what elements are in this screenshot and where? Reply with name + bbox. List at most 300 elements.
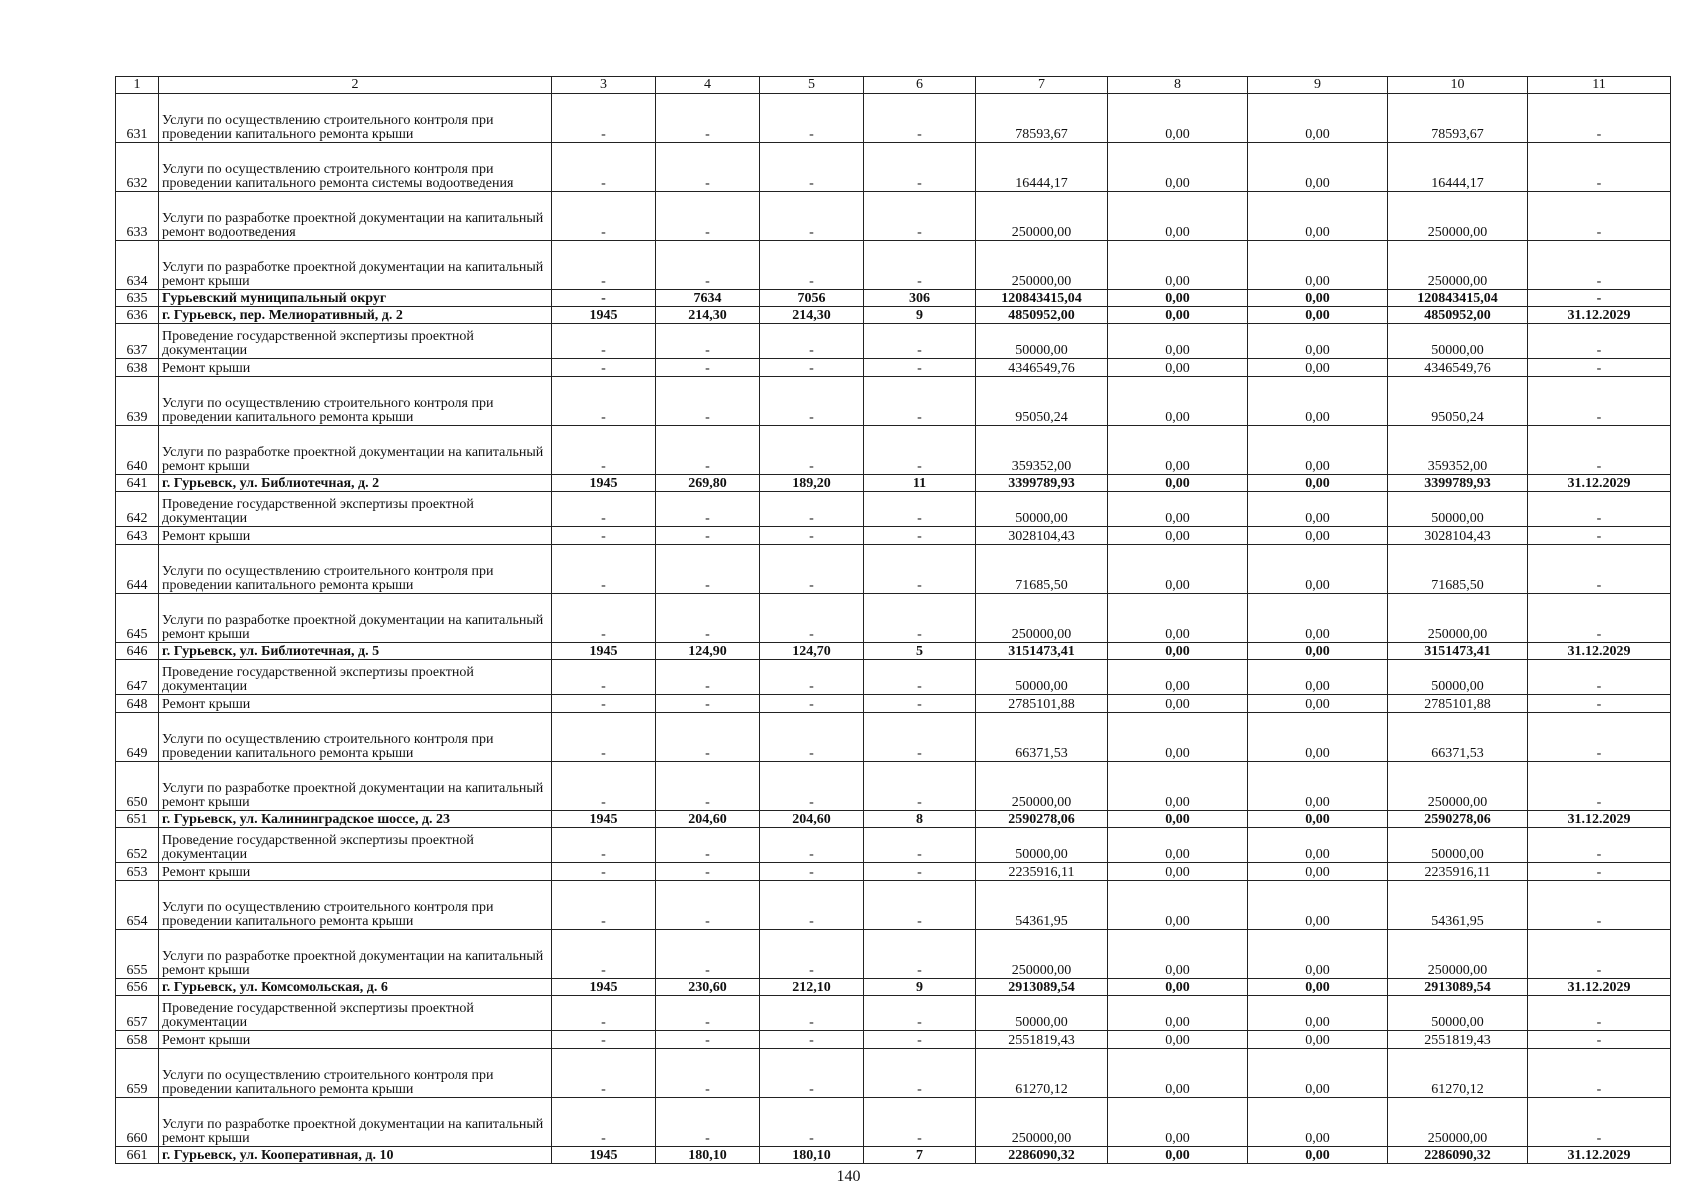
table-row	[116, 863, 1671, 881]
total-cost-cell: 50000,00	[976, 324, 1108, 359]
deadline-cell: -	[1528, 527, 1671, 545]
total-cost-cell: 61270,12	[976, 1049, 1108, 1098]
year-cell: -	[552, 492, 656, 527]
year-cell: 1945	[552, 643, 656, 660]
area-living-cell: 189,20	[760, 475, 864, 492]
fund-cost-cell: 0,00	[1108, 863, 1248, 881]
area-total-cell: -	[656, 324, 760, 359]
deadline-cell: -	[1528, 143, 1671, 192]
area-total-cell: -	[656, 930, 760, 979]
area-total-cell: -	[656, 1098, 760, 1147]
header-cell: 10	[1388, 77, 1528, 94]
table-row	[116, 1049, 1671, 1098]
deadline-cell: -	[1528, 241, 1671, 290]
owners-cost-cell: 2286090,32	[1388, 1147, 1528, 1164]
residents-cell: 9	[864, 307, 976, 324]
area-total-cell: 214,30	[656, 307, 760, 324]
fund-cost-cell: 0,00	[1108, 811, 1248, 828]
row-number: 656	[116, 979, 159, 996]
table-row	[116, 811, 1671, 828]
row-name: Услуги по осуществлению строительного контроля при проведении капитального ремонта системы водоотведения	[159, 143, 552, 192]
budget-cost-cell: 0,00	[1248, 594, 1388, 643]
year-cell: -	[552, 863, 656, 881]
budget-cost-cell: 0,00	[1248, 996, 1388, 1031]
budget-cost-cell: 0,00	[1248, 1031, 1388, 1049]
budget-cost-cell: 0,00	[1248, 192, 1388, 241]
residents-cell: -	[864, 996, 976, 1031]
budget-cost-cell: 0,00	[1248, 1098, 1388, 1147]
area-total-cell: 204,60	[656, 811, 760, 828]
table-row	[116, 1031, 1671, 1049]
owners-cost-cell: 2785101,88	[1388, 695, 1528, 713]
row-name: Услуги по осуществлению строительного контроля при проведении капитального ремонта крыши	[159, 1049, 552, 1098]
area-total-cell: -	[656, 192, 760, 241]
residents-cell: -	[864, 359, 976, 377]
area-total-cell: -	[656, 713, 760, 762]
area-total-cell: 7634	[656, 290, 760, 307]
deadline-cell: 31.12.2029	[1528, 643, 1671, 660]
table-row	[116, 594, 1671, 643]
deadline-cell: -	[1528, 881, 1671, 930]
area-living-cell: -	[760, 192, 864, 241]
row-name: Услуги по разработке проектной документации на капитальный ремонт крыши	[159, 594, 552, 643]
budget-cost-cell: 0,00	[1248, 660, 1388, 695]
residents-cell: -	[864, 1049, 976, 1098]
table-row	[116, 475, 1671, 492]
deadline-cell: 31.12.2029	[1528, 979, 1671, 996]
deadline-cell: 31.12.2029	[1528, 475, 1671, 492]
total-cost-cell: 3151473,41	[976, 643, 1108, 660]
header-cell: 7	[976, 77, 1108, 94]
budget-cost-cell: 0,00	[1248, 695, 1388, 713]
area-living-cell: -	[760, 762, 864, 811]
row-number: 631	[116, 94, 159, 143]
row-number: 638	[116, 359, 159, 377]
table-row	[116, 324, 1671, 359]
fund-cost-cell: 0,00	[1108, 1147, 1248, 1164]
residents-cell: -	[864, 241, 976, 290]
owners-cost-cell: 2551819,43	[1388, 1031, 1528, 1049]
total-cost-cell: 250000,00	[976, 762, 1108, 811]
area-living-cell: -	[760, 492, 864, 527]
row-number: 659	[116, 1049, 159, 1098]
fund-cost-cell: 0,00	[1108, 594, 1248, 643]
owners-cost-cell: 71685,50	[1388, 545, 1528, 594]
budget-cost-cell: 0,00	[1248, 307, 1388, 324]
fund-cost-cell: 0,00	[1108, 241, 1248, 290]
area-total-cell: -	[656, 426, 760, 475]
budget-cost-cell: 0,00	[1248, 492, 1388, 527]
year-cell: -	[552, 545, 656, 594]
area-total-cell: 124,90	[656, 643, 760, 660]
row-number: 646	[116, 643, 159, 660]
residents-cell: -	[864, 930, 976, 979]
row-name: г. Гурьевск, ул. Комсомольская, д. 6	[159, 979, 552, 996]
area-living-cell: -	[760, 930, 864, 979]
fund-cost-cell: 0,00	[1108, 94, 1248, 143]
row-name: Услуги по разработке проектной документации на капитальный ремонт крыши	[159, 1098, 552, 1147]
row-number: 648	[116, 695, 159, 713]
year-cell: -	[552, 930, 656, 979]
area-total-cell: 269,80	[656, 475, 760, 492]
area-living-cell: -	[760, 545, 864, 594]
page-number: 140	[836, 1168, 861, 1185]
row-name: Проведение государственной экспертизы проектной документации	[159, 492, 552, 527]
area-total-cell: -	[656, 1049, 760, 1098]
area-living-cell: -	[760, 426, 864, 475]
year-cell: -	[552, 359, 656, 377]
table-body	[116, 94, 1671, 1164]
row-number: 653	[116, 863, 159, 881]
deadline-cell: -	[1528, 1031, 1671, 1049]
budget-cost-cell: 0,00	[1248, 643, 1388, 660]
residents-cell: 7	[864, 1147, 976, 1164]
deadline-cell: -	[1528, 930, 1671, 979]
total-cost-cell: 66371,53	[976, 713, 1108, 762]
deadline-cell: -	[1528, 762, 1671, 811]
table-row	[116, 1098, 1671, 1147]
owners-cost-cell: 250000,00	[1388, 762, 1528, 811]
fund-cost-cell: 0,00	[1108, 643, 1248, 660]
owners-cost-cell: 95050,24	[1388, 377, 1528, 426]
owners-cost-cell: 78593,67	[1388, 94, 1528, 143]
row-name: Проведение государственной экспертизы проектной документации	[159, 324, 552, 359]
area-living-cell: -	[760, 1098, 864, 1147]
year-cell: -	[552, 290, 656, 307]
budget-cost-cell: 0,00	[1248, 143, 1388, 192]
budget-cost-cell: 0,00	[1248, 94, 1388, 143]
row-number: 651	[116, 811, 159, 828]
row-number: 644	[116, 545, 159, 594]
deadline-cell: -	[1528, 192, 1671, 241]
table-row	[116, 979, 1671, 996]
row-number: 643	[116, 527, 159, 545]
owners-cost-cell: 250000,00	[1388, 241, 1528, 290]
deadline-cell: -	[1528, 695, 1671, 713]
year-cell: 1945	[552, 979, 656, 996]
owners-cost-cell: 4346549,76	[1388, 359, 1528, 377]
budget-cost-cell: 0,00	[1248, 1147, 1388, 1164]
total-cost-cell: 50000,00	[976, 996, 1108, 1031]
row-number: 634	[116, 241, 159, 290]
total-cost-cell: 95050,24	[976, 377, 1108, 426]
area-total-cell: 230,60	[656, 979, 760, 996]
row-number: 640	[116, 426, 159, 475]
deadline-cell: -	[1528, 359, 1671, 377]
table-row	[116, 192, 1671, 241]
year-cell: -	[552, 660, 656, 695]
budget-cost-cell: 0,00	[1248, 545, 1388, 594]
row-name: Проведение государственной экспертизы проектной документации	[159, 660, 552, 695]
row-number: 636	[116, 307, 159, 324]
area-living-cell: -	[760, 863, 864, 881]
fund-cost-cell: 0,00	[1108, 426, 1248, 475]
residents-cell: -	[864, 863, 976, 881]
table-row	[116, 996, 1671, 1031]
deadline-cell: 31.12.2029	[1528, 307, 1671, 324]
fund-cost-cell: 0,00	[1108, 828, 1248, 863]
total-cost-cell: 78593,67	[976, 94, 1108, 143]
residents-cell: -	[864, 1031, 976, 1049]
budget-cost-cell: 0,00	[1248, 359, 1388, 377]
fund-cost-cell: 0,00	[1108, 290, 1248, 307]
area-total-cell: -	[656, 492, 760, 527]
owners-cost-cell: 120843415,04	[1388, 290, 1528, 307]
area-living-cell: -	[760, 143, 864, 192]
owners-cost-cell: 359352,00	[1388, 426, 1528, 475]
row-number: 652	[116, 828, 159, 863]
row-name: Услуги по разработке проектной документации на капитальный ремонт водоотведения	[159, 192, 552, 241]
year-cell: -	[552, 324, 656, 359]
total-cost-cell: 2551819,43	[976, 1031, 1108, 1049]
budget-cost-cell: 0,00	[1248, 1049, 1388, 1098]
fund-cost-cell: 0,00	[1108, 930, 1248, 979]
deadline-cell: -	[1528, 594, 1671, 643]
residents-cell: -	[864, 594, 976, 643]
table-row	[116, 290, 1671, 307]
budget-cost-cell: 0,00	[1248, 930, 1388, 979]
row-name: г. Гурьевск, ул. Кооперативная, д. 10	[159, 1147, 552, 1164]
header-cell: 6	[864, 77, 976, 94]
row-number: 641	[116, 475, 159, 492]
owners-cost-cell: 50000,00	[1388, 324, 1528, 359]
fund-cost-cell: 0,00	[1108, 492, 1248, 527]
budget-cost-cell: 0,00	[1248, 475, 1388, 492]
owners-cost-cell: 66371,53	[1388, 713, 1528, 762]
owners-cost-cell: 3399789,93	[1388, 475, 1528, 492]
fund-cost-cell: 0,00	[1108, 762, 1248, 811]
owners-cost-cell: 2235916,11	[1388, 863, 1528, 881]
year-cell: -	[552, 426, 656, 475]
row-number: 661	[116, 1147, 159, 1164]
year-cell: -	[552, 377, 656, 426]
table-row	[116, 713, 1671, 762]
budget-cost-cell: 0,00	[1248, 241, 1388, 290]
area-total-cell: -	[656, 1031, 760, 1049]
row-name: Проведение государственной экспертизы проектной документации	[159, 996, 552, 1031]
year-cell: -	[552, 1049, 656, 1098]
table-row	[116, 377, 1671, 426]
fund-cost-cell: 0,00	[1108, 475, 1248, 492]
row-name: Ремонт крыши	[159, 695, 552, 713]
total-cost-cell: 250000,00	[976, 930, 1108, 979]
header-cell: 1	[116, 77, 159, 94]
total-cost-cell: 2913089,54	[976, 979, 1108, 996]
owners-cost-cell: 50000,00	[1388, 996, 1528, 1031]
owners-cost-cell: 2590278,06	[1388, 811, 1528, 828]
owners-cost-cell: 4850952,00	[1388, 307, 1528, 324]
row-number: 639	[116, 377, 159, 426]
residents-cell: -	[864, 762, 976, 811]
table-row	[116, 695, 1671, 713]
total-cost-cell: 16444,17	[976, 143, 1108, 192]
row-number: 655	[116, 930, 159, 979]
area-living-cell: -	[760, 1049, 864, 1098]
year-cell: -	[552, 828, 656, 863]
fund-cost-cell: 0,00	[1108, 359, 1248, 377]
area-total-cell: -	[656, 241, 760, 290]
owners-cost-cell: 250000,00	[1388, 930, 1528, 979]
year-cell: -	[552, 143, 656, 192]
fund-cost-cell: 0,00	[1108, 881, 1248, 930]
row-name: г. Гурьевск, ул. Библиотечная, д. 2	[159, 475, 552, 492]
year-cell: -	[552, 713, 656, 762]
row-number: 632	[116, 143, 159, 192]
area-living-cell: 124,70	[760, 643, 864, 660]
residents-cell: -	[864, 660, 976, 695]
row-number: 647	[116, 660, 159, 695]
table-row	[116, 426, 1671, 475]
year-cell: -	[552, 695, 656, 713]
fund-cost-cell: 0,00	[1108, 377, 1248, 426]
total-cost-cell: 2590278,06	[976, 811, 1108, 828]
row-number: 649	[116, 713, 159, 762]
deadline-cell: 31.12.2029	[1528, 1147, 1671, 1164]
fund-cost-cell: 0,00	[1108, 713, 1248, 762]
register-table	[115, 76, 1671, 1164]
area-total-cell: -	[656, 863, 760, 881]
total-cost-cell: 4346549,76	[976, 359, 1108, 377]
table-row	[116, 143, 1671, 192]
total-cost-cell: 250000,00	[976, 192, 1108, 241]
total-cost-cell: 4850952,00	[976, 307, 1108, 324]
owners-cost-cell: 50000,00	[1388, 660, 1528, 695]
owners-cost-cell: 3151473,41	[1388, 643, 1528, 660]
residents-cell: -	[864, 377, 976, 426]
area-total-cell: -	[656, 594, 760, 643]
total-cost-cell: 3399789,93	[976, 475, 1108, 492]
year-cell: -	[552, 594, 656, 643]
table-row	[116, 527, 1671, 545]
budget-cost-cell: 0,00	[1248, 713, 1388, 762]
deadline-cell: -	[1528, 492, 1671, 527]
row-name: Услуги по осуществлению строительного контроля при проведении капитального ремонта крыши	[159, 545, 552, 594]
header-cell: 3	[552, 77, 656, 94]
owners-cost-cell: 250000,00	[1388, 192, 1528, 241]
total-cost-cell: 250000,00	[976, 594, 1108, 643]
row-number: 645	[116, 594, 159, 643]
area-living-cell: -	[760, 241, 864, 290]
residents-cell: -	[864, 426, 976, 475]
table-row	[116, 1147, 1671, 1164]
year-cell: 1945	[552, 475, 656, 492]
header-cell: 5	[760, 77, 864, 94]
table-row	[116, 762, 1671, 811]
residents-cell: -	[864, 828, 976, 863]
owners-cost-cell: 61270,12	[1388, 1049, 1528, 1098]
row-number: 660	[116, 1098, 159, 1147]
total-cost-cell: 120843415,04	[976, 290, 1108, 307]
row-name: Ремонт крыши	[159, 527, 552, 545]
deadline-cell: -	[1528, 863, 1671, 881]
fund-cost-cell: 0,00	[1108, 307, 1248, 324]
owners-cost-cell: 50000,00	[1388, 828, 1528, 863]
area-living-cell: -	[760, 527, 864, 545]
year-cell: 1945	[552, 1147, 656, 1164]
residents-cell: -	[864, 527, 976, 545]
deadline-cell: -	[1528, 828, 1671, 863]
fund-cost-cell: 0,00	[1108, 695, 1248, 713]
row-number: 657	[116, 996, 159, 1031]
table-row	[116, 660, 1671, 695]
fund-cost-cell: 0,00	[1108, 192, 1248, 241]
year-cell: -	[552, 762, 656, 811]
area-living-cell: -	[760, 359, 864, 377]
residents-cell: -	[864, 192, 976, 241]
year-cell: -	[552, 192, 656, 241]
deadline-cell: -	[1528, 324, 1671, 359]
area-living-cell: -	[760, 996, 864, 1031]
row-name: Услуги по разработке проектной документации на капитальный ремонт крыши	[159, 930, 552, 979]
year-cell: 1945	[552, 811, 656, 828]
row-number: 650	[116, 762, 159, 811]
residents-cell: 8	[864, 811, 976, 828]
table-row	[116, 94, 1671, 143]
budget-cost-cell: 0,00	[1248, 881, 1388, 930]
row-name: Услуги по разработке проектной документации на капитальный ремонт крыши	[159, 241, 552, 290]
area-living-cell: -	[760, 713, 864, 762]
budget-cost-cell: 0,00	[1248, 828, 1388, 863]
area-living-cell: 204,60	[760, 811, 864, 828]
area-total-cell: -	[656, 527, 760, 545]
area-living-cell: -	[760, 377, 864, 426]
header-row	[116, 77, 1671, 94]
total-cost-cell: 250000,00	[976, 241, 1108, 290]
deadline-cell: -	[1528, 996, 1671, 1031]
row-number: 654	[116, 881, 159, 930]
row-name: Услуги по осуществлению строительного контроля при проведении капитального ремонта крыши	[159, 377, 552, 426]
header-cell: 4	[656, 77, 760, 94]
area-living-cell: -	[760, 695, 864, 713]
total-cost-cell: 50000,00	[976, 492, 1108, 527]
budget-cost-cell: 0,00	[1248, 426, 1388, 475]
owners-cost-cell: 16444,17	[1388, 143, 1528, 192]
table-row	[116, 881, 1671, 930]
total-cost-cell: 250000,00	[976, 1098, 1108, 1147]
residents-cell: 306	[864, 290, 976, 307]
year-cell: -	[552, 996, 656, 1031]
area-total-cell: -	[656, 359, 760, 377]
row-name: Услуги по осуществлению строительного контроля при проведении капитального ремонта крыши	[159, 881, 552, 930]
budget-cost-cell: 0,00	[1248, 527, 1388, 545]
area-total-cell: -	[656, 828, 760, 863]
budget-cost-cell: 0,00	[1248, 762, 1388, 811]
register-sheet	[115, 76, 1670, 1164]
table-row	[116, 930, 1671, 979]
owners-cost-cell: 54361,95	[1388, 881, 1528, 930]
total-cost-cell: 2785101,88	[976, 695, 1108, 713]
deadline-cell: -	[1528, 713, 1671, 762]
budget-cost-cell: 0,00	[1248, 863, 1388, 881]
header-cell: 8	[1108, 77, 1248, 94]
table-row	[116, 307, 1671, 324]
row-number: 637	[116, 324, 159, 359]
area-living-cell: -	[760, 324, 864, 359]
deadline-cell: 31.12.2029	[1528, 811, 1671, 828]
year-cell: -	[552, 1031, 656, 1049]
year-cell: 1945	[552, 307, 656, 324]
row-name: Проведение государственной экспертизы проектной документации	[159, 828, 552, 863]
table-row	[116, 545, 1671, 594]
deadline-cell: -	[1528, 290, 1671, 307]
header-cell: 11	[1528, 77, 1671, 94]
header-cell: 2	[159, 77, 552, 94]
total-cost-cell: 50000,00	[976, 660, 1108, 695]
header-cell: 9	[1248, 77, 1388, 94]
budget-cost-cell: 0,00	[1248, 290, 1388, 307]
row-name: Гурьевский муниципальный округ	[159, 290, 552, 307]
residents-cell: -	[864, 881, 976, 930]
